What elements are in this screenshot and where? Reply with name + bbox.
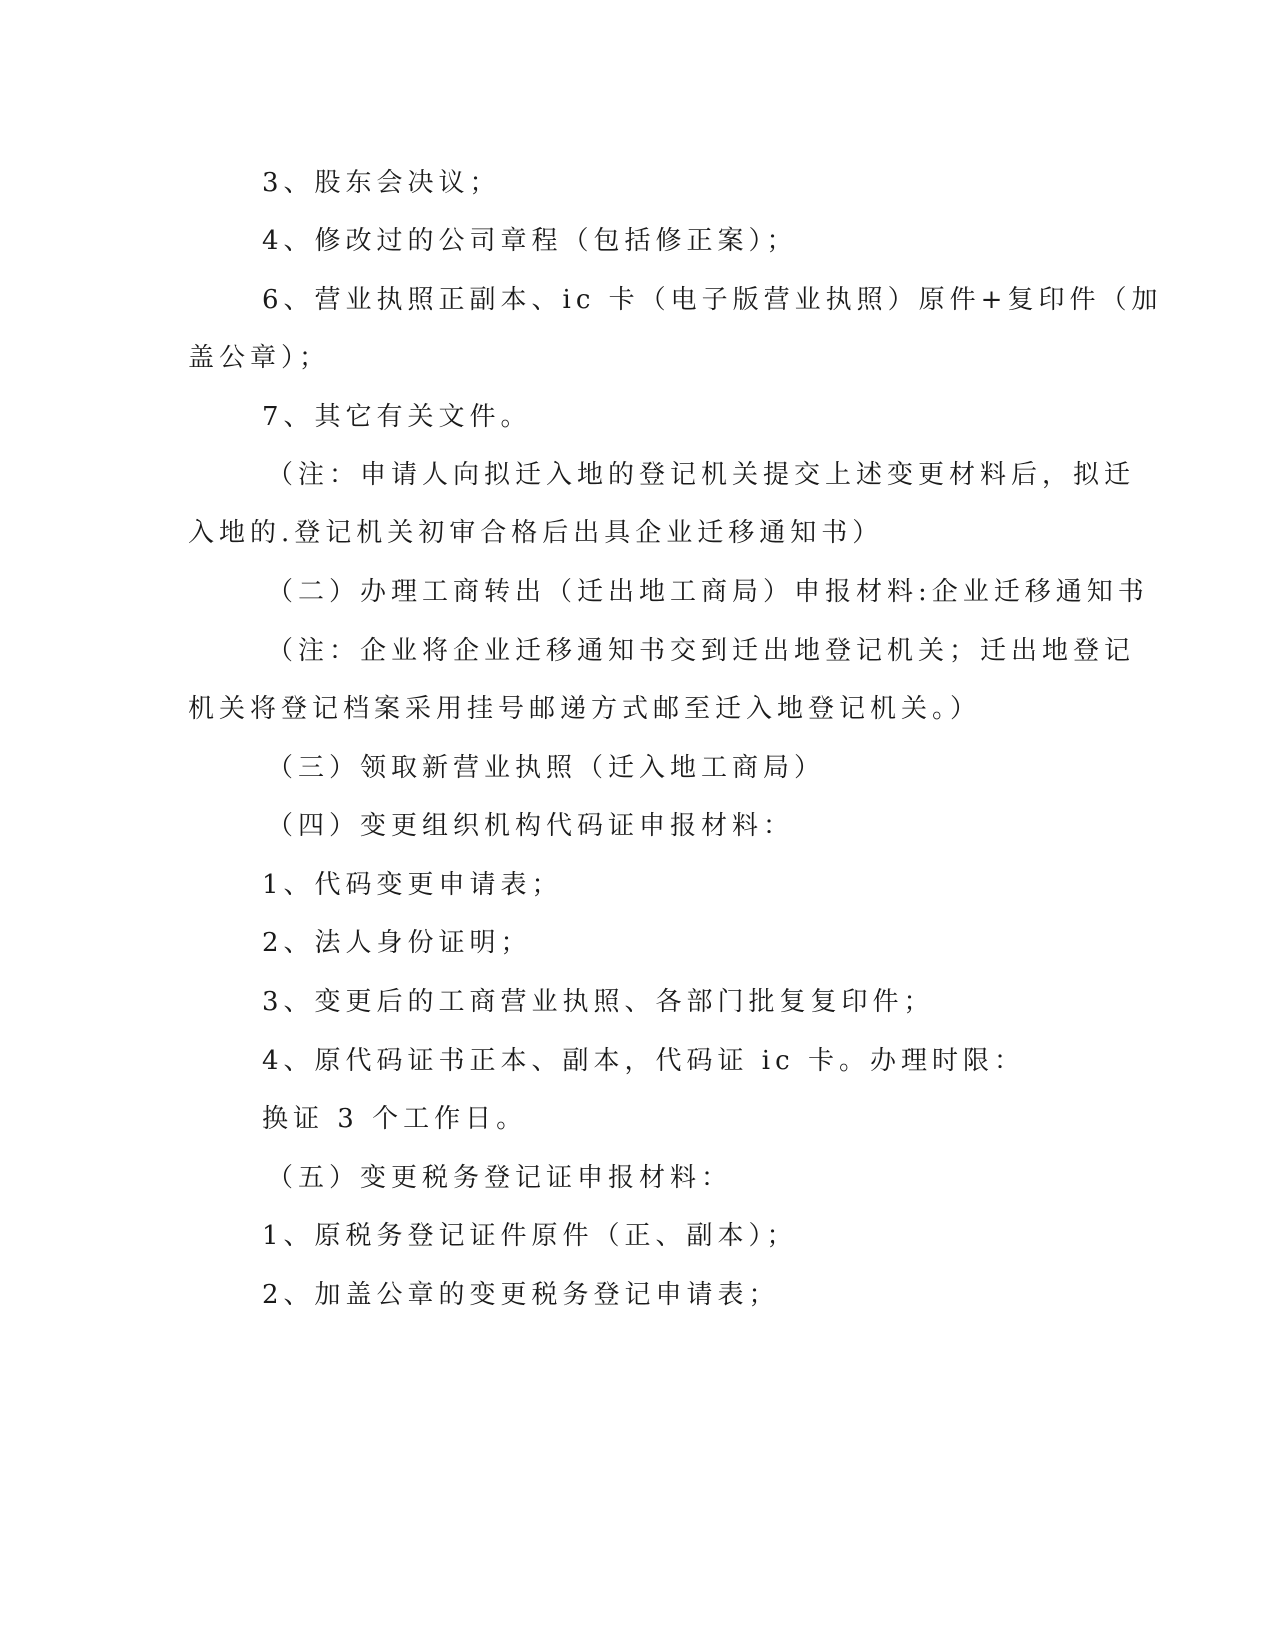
text-line-16: 4、原代码证书正本、副本，代码证 ic 卡。办理时限： bbox=[262, 1046, 1025, 1076]
text-line-1: 3、股东会决议； bbox=[262, 168, 501, 198]
text-line-9: （注：企业将企业迁移通知书交到迁出地登记机关；迁出地登记 bbox=[267, 636, 1136, 666]
text-line-13: 1、代码变更申请表； bbox=[262, 870, 563, 900]
text-line-8: （二）办理工商转出（迁出地工商局）申报材料:企业迁移通知书 bbox=[267, 577, 1149, 607]
text-line-14: 2、法人身份证明； bbox=[262, 928, 532, 958]
text-line-15: 3、变更后的工商营业执照、各部门批复复印件； bbox=[262, 987, 935, 1017]
text-line-20: 2、加盖公章的变更税务登记申请表； bbox=[262, 1280, 780, 1310]
text-line-11: （三）领取新营业执照（迁入地工商局） bbox=[267, 753, 826, 783]
text-line-6: （注：申请人向拟迁入地的登记机关提交上述变更材料后，拟迁 bbox=[267, 460, 1136, 490]
text-line-3: 6、营业执照正副本、ic 卡（电子版营业执照）原件+复印件（加 bbox=[262, 285, 1163, 315]
text-line-10: 机关将登记档案采用挂号邮递方式邮至迁入地登记机关。） bbox=[188, 694, 982, 724]
text-line-12: （四）变更组织机构代码证申报材料： bbox=[267, 811, 795, 841]
text-line-7: 入地的.登记机关初审合格后出具企业迁移通知书） bbox=[188, 518, 884, 548]
text-line-2: 4、修改过的公司章程（包括修正案）； bbox=[262, 226, 798, 256]
text-line-4: 盖公章）； bbox=[188, 343, 331, 373]
text-line-18: （五）变更税务登记证申报材料： bbox=[267, 1163, 733, 1193]
text-line-19: 1、原税务登记证件原件（正、副本）； bbox=[262, 1221, 798, 1251]
text-line-5: 7、其它有关文件。 bbox=[262, 402, 532, 432]
text-line-17: 换证 3 个工作日。 bbox=[262, 1104, 528, 1134]
